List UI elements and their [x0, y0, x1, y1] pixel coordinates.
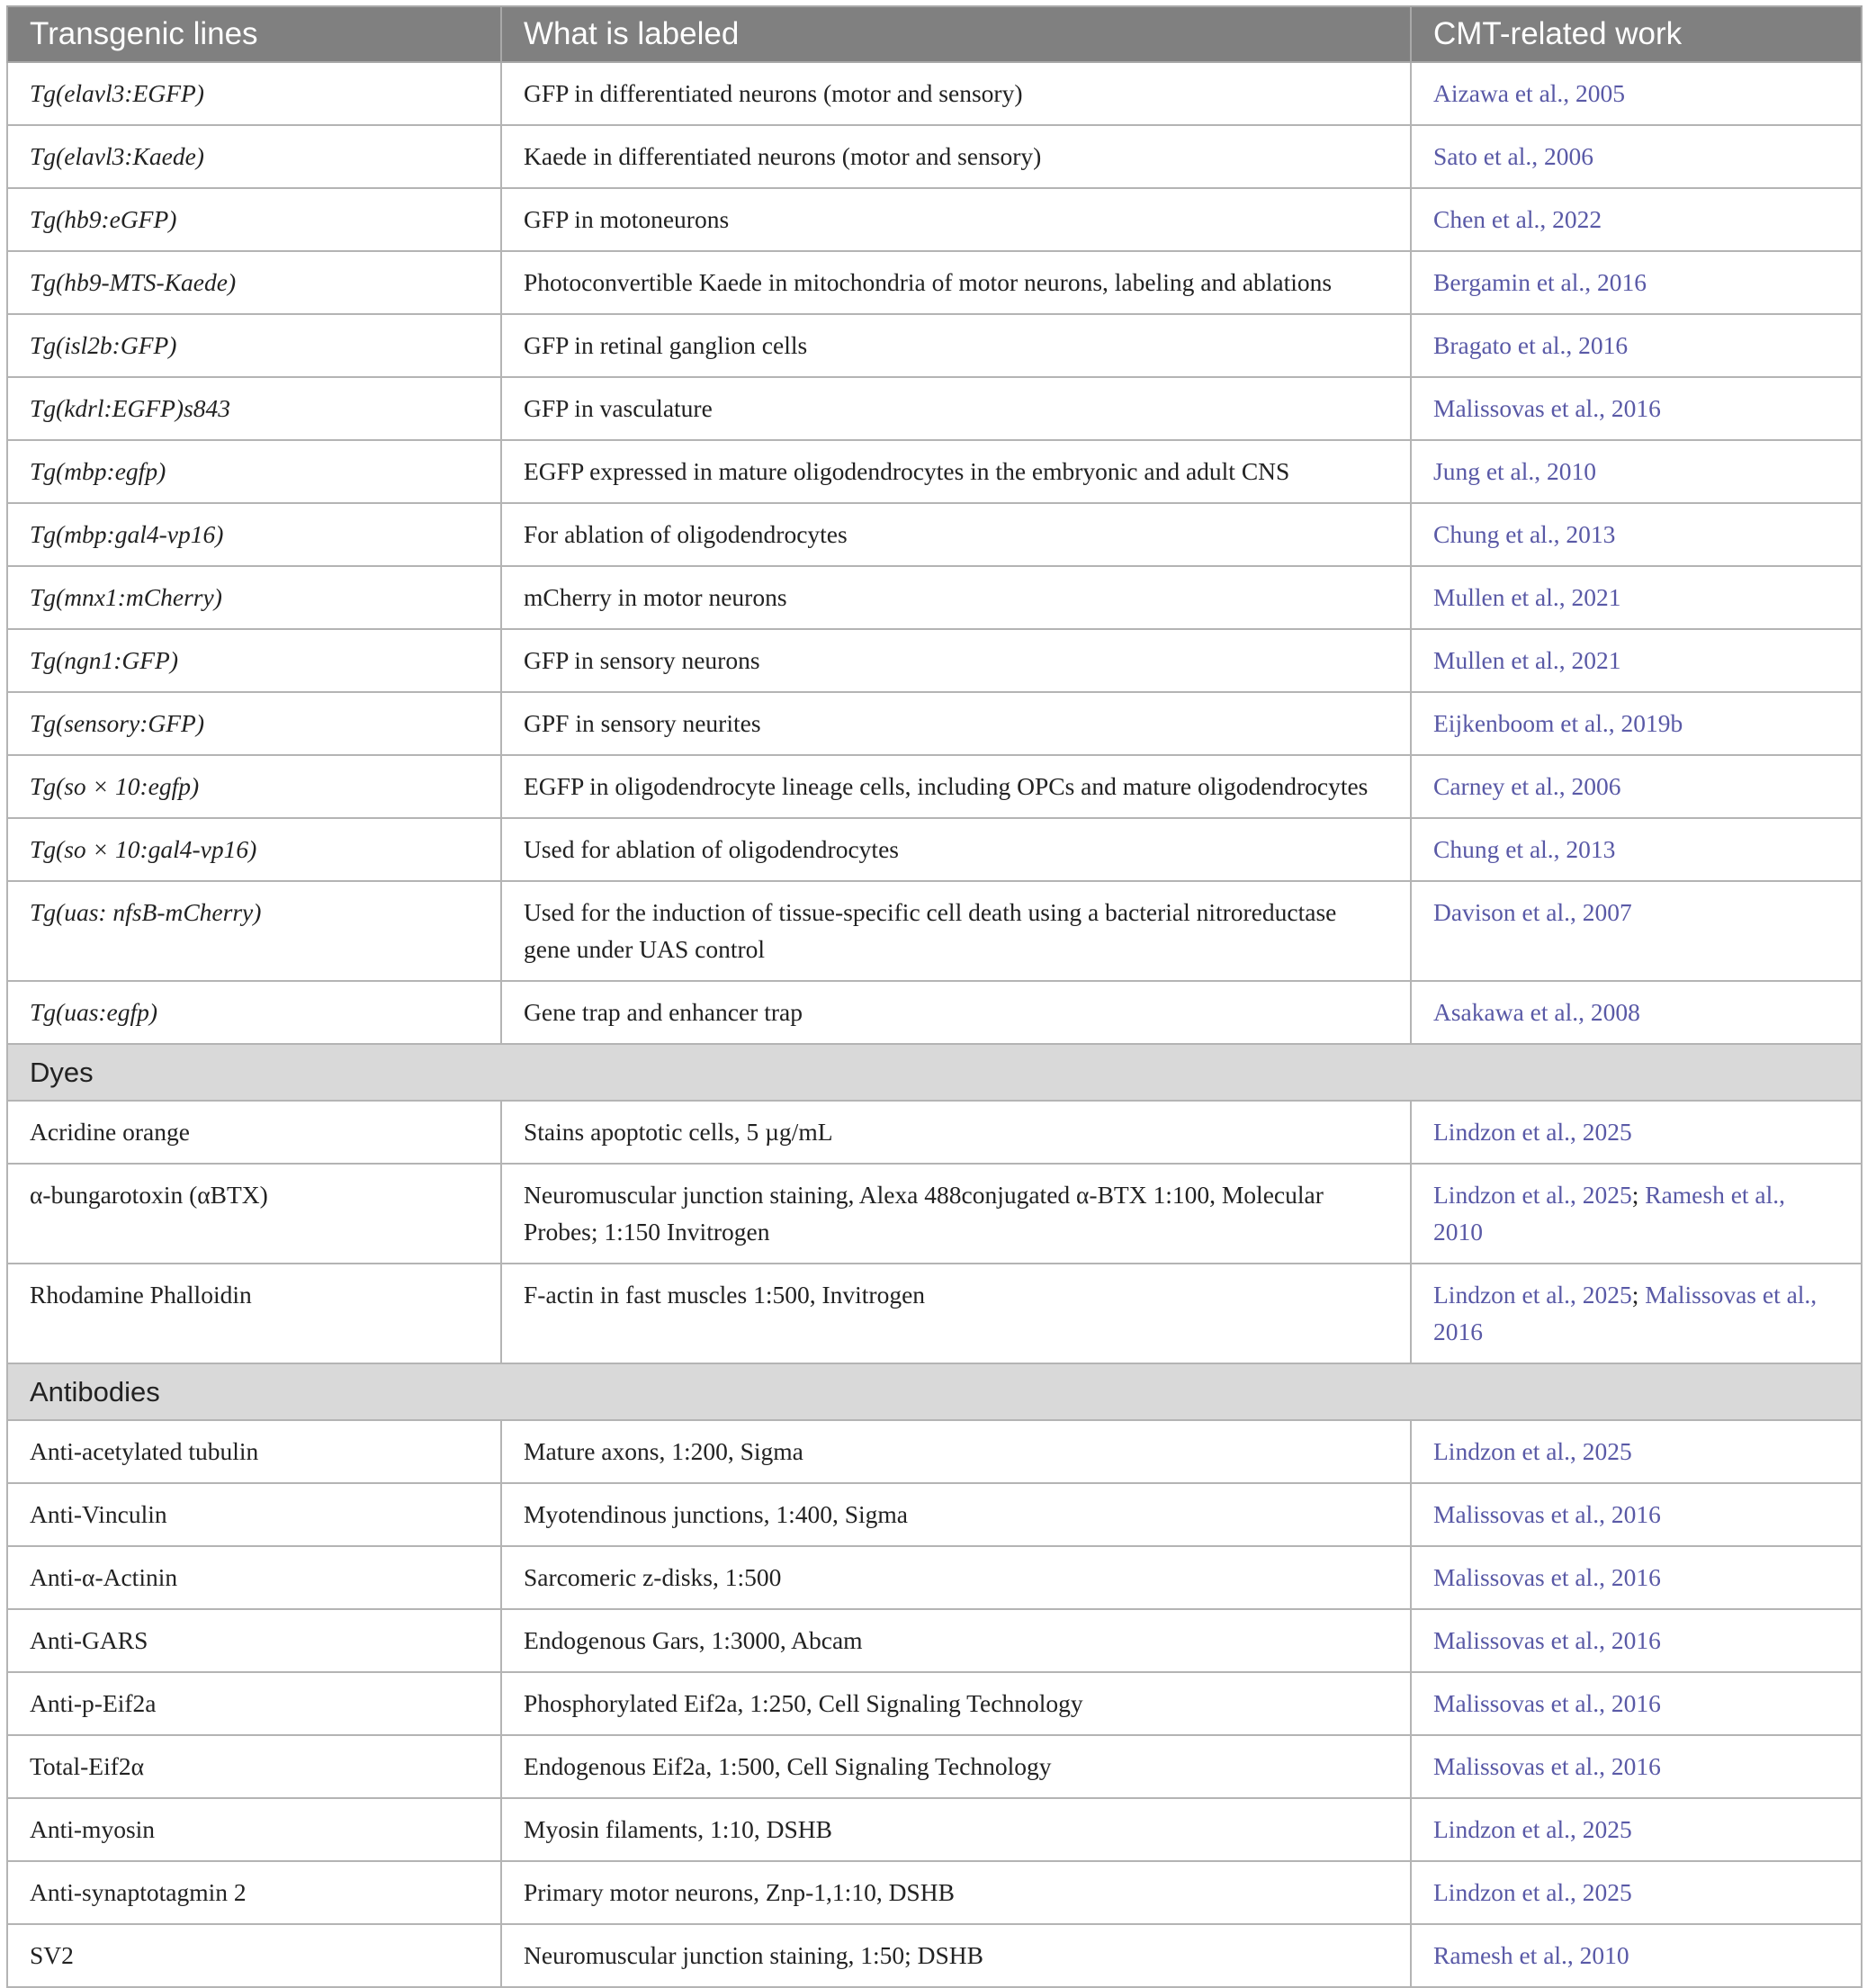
- table-row: [7, 62, 1862, 125]
- row-labeled-cell: Neuromuscular junction staining, Alexa 488conjugated α-BTX 1:100, Molecular Probes; 1:150 Invitrogen: [501, 1164, 1411, 1264]
- table-row: [7, 818, 1862, 881]
- row-refs-cell: [1411, 692, 1862, 755]
- row-name-cell: Tg(mbp:gal4-vp16): [7, 503, 501, 566]
- row-name-cell: Tg(hb9-MTS-Kaede): [7, 251, 501, 314]
- reference-link[interactable]: Sato et al., 2006: [1433, 142, 1593, 170]
- row-refs-cell: [1411, 1798, 1862, 1861]
- table-row: [7, 377, 1862, 440]
- row-labeled-cell: Myosin filaments, 1:10, DSHB: [501, 1798, 1411, 1861]
- row-refs-cell: [1411, 62, 1862, 125]
- table-row: [7, 503, 1862, 566]
- row-name-cell: Tg(uas:egfp): [7, 981, 501, 1044]
- row-labeled-cell: Endogenous Gars, 1:3000, Abcam: [501, 1609, 1411, 1672]
- table-body: [7, 62, 1862, 1987]
- reference-link[interactable]: Lindzon et al., 2025: [1433, 1437, 1632, 1465]
- row-labeled-cell: Used for the induction of tissue-specific cell death using a bacterial nitroreductase gene under UAS control: [501, 881, 1411, 981]
- table-row: [7, 1101, 1862, 1164]
- reference-link[interactable]: Lindzon et al., 2025: [1433, 1878, 1632, 1906]
- table-row: [7, 692, 1862, 755]
- reagents-table: [6, 5, 1863, 1988]
- row-name-cell: SV2: [7, 1924, 501, 1987]
- reference-link[interactable]: Chung et al., 2013: [1433, 835, 1616, 863]
- reference-link[interactable]: Ramesh et al., 2010: [1433, 1941, 1629, 1969]
- row-labeled-cell: Sarcomeric z-disks, 1:500: [501, 1546, 1411, 1609]
- reference-link[interactable]: Malissovas et al., 2016: [1433, 1626, 1661, 1654]
- reference-link[interactable]: Malissovas et al., 2016: [1433, 1689, 1661, 1717]
- table-row: [7, 188, 1862, 251]
- reference-link[interactable]: Malissovas et al., 2016: [1433, 1563, 1661, 1591]
- table-row: [7, 251, 1862, 314]
- row-refs-cell: [1411, 1609, 1862, 1672]
- row-name-cell: Tg(so × 10:egfp): [7, 755, 501, 818]
- header-cmt-related-work: CMT-related work: [1411, 6, 1862, 62]
- row-refs-cell: [1411, 881, 1862, 981]
- row-name-cell: Anti-Vinculin: [7, 1483, 501, 1546]
- row-refs-cell: [1411, 566, 1862, 629]
- row-refs-cell: [1411, 1420, 1862, 1483]
- row-name-cell: Anti-p-Eif2a: [7, 1672, 501, 1735]
- reference-link[interactable]: Chen et al., 2022: [1433, 205, 1602, 233]
- table-row: [7, 629, 1862, 692]
- reference-link[interactable]: Chung et al., 2013: [1433, 520, 1616, 548]
- row-name-cell: α-bungarotoxin (αBTX): [7, 1164, 501, 1264]
- row-name-cell: Tg(kdrl:EGFP)s843: [7, 377, 501, 440]
- row-refs-cell: [1411, 1861, 1862, 1924]
- row-refs-cell: [1411, 1164, 1862, 1264]
- row-name-cell: Tg(ngn1:GFP): [7, 629, 501, 692]
- row-labeled-cell: mCherry in motor neurons: [501, 566, 1411, 629]
- table-row: [7, 1164, 1862, 1264]
- reference-link[interactable]: Aizawa et al., 2005: [1433, 79, 1626, 107]
- table-row: [7, 1798, 1862, 1861]
- reference-link[interactable]: Asakawa et al., 2008: [1433, 998, 1640, 1026]
- row-labeled-cell: GPF in sensory neurites: [501, 692, 1411, 755]
- row-name-cell: Tg(so × 10:gal4-vp16): [7, 818, 501, 881]
- table-row: [7, 1264, 1862, 1363]
- row-name-cell: Anti-α-Actinin: [7, 1546, 501, 1609]
- row-labeled-cell: Gene trap and enhancer trap: [501, 981, 1411, 1044]
- reference-link[interactable]: Carney et al., 2006: [1433, 772, 1621, 800]
- row-refs-cell: [1411, 1672, 1862, 1735]
- reference-link[interactable]: Mullen et al., 2021: [1433, 646, 1621, 674]
- row-refs-cell: [1411, 314, 1862, 377]
- row-refs-cell: [1411, 1483, 1862, 1546]
- table-row: [7, 1420, 1862, 1483]
- table-row: [7, 1735, 1862, 1798]
- reference-link[interactable]: Lindzon et al., 2025: [1433, 1815, 1632, 1843]
- row-labeled-cell: Neuromuscular junction staining, 1:50; DSHB: [501, 1924, 1411, 1987]
- row-refs-cell: [1411, 251, 1862, 314]
- row-labeled-cell: Primary motor neurons, Znp-1,1:10, DSHB: [501, 1861, 1411, 1924]
- table-row: [7, 1609, 1862, 1672]
- row-name-cell: Tg(hb9:eGFP): [7, 188, 501, 251]
- row-labeled-cell: Endogenous Eif2a, 1:500, Cell Signaling Technology: [501, 1735, 1411, 1798]
- header-row: [7, 6, 1862, 62]
- row-refs-cell: [1411, 1546, 1862, 1609]
- reference-link[interactable]: Bergamin et al., 2016: [1433, 268, 1647, 296]
- antibodies-section-row: [7, 1363, 1862, 1420]
- row-labeled-cell: F-actin in fast muscles 1:500, Invitrogen: [501, 1264, 1411, 1363]
- reference-link[interactable]: Malissovas et al., 2016: [1433, 1752, 1661, 1780]
- row-labeled-cell: GFP in retinal ganglion cells: [501, 314, 1411, 377]
- row-name-cell: Total-Eif2α: [7, 1735, 501, 1798]
- row-name-cell: Tg(mbp:egfp): [7, 440, 501, 503]
- row-labeled-cell: Mature axons, 1:200, Sigma: [501, 1420, 1411, 1483]
- row-refs-cell: [1411, 981, 1862, 1044]
- row-name-cell: Tg(isl2b:GFP): [7, 314, 501, 377]
- table-row: [7, 1924, 1862, 1987]
- reference-link[interactable]: Lindzon et al., 2025: [1433, 1118, 1632, 1146]
- row-refs-cell: [1411, 755, 1862, 818]
- row-name-cell: Tg(uas: nfsB-mCherry): [7, 881, 501, 981]
- row-labeled-cell: Used for ablation of oligodendrocytes: [501, 818, 1411, 881]
- row-refs-cell: [1411, 1101, 1862, 1164]
- reference-link[interactable]: Eijkenboom et al., 2019b: [1433, 709, 1683, 737]
- reference-link[interactable]: Jung et al., 2010: [1433, 457, 1597, 485]
- row-refs-cell: [1411, 377, 1862, 440]
- row-name-cell: Tg(elavl3:EGFP): [7, 62, 501, 125]
- row-refs-cell: [1411, 125, 1862, 188]
- row-refs-cell: [1411, 440, 1862, 503]
- ref-separator: ;: [1631, 1281, 1646, 1309]
- reference-link[interactable]: Davison et al., 2007: [1433, 898, 1632, 926]
- row-labeled-cell: EGFP in oligodendrocyte lineage cells, including OPCs and mature oligodendrocytes: [501, 755, 1411, 818]
- table-row: [7, 1672, 1862, 1735]
- row-refs-cell: [1411, 1924, 1862, 1987]
- row-labeled-cell: Phosphorylated Eif2a, 1:250, Cell Signaling Technology: [501, 1672, 1411, 1735]
- row-labeled-cell: For ablation of oligodendrocytes: [501, 503, 1411, 566]
- reference-link[interactable]: Malissovas et al., 2016: [1433, 1500, 1661, 1528]
- reference-link[interactable]: Lindzon et al., 2025: [1433, 1281, 1632, 1309]
- table-row: [7, 566, 1862, 629]
- reference-link[interactable]: Malissovas et al., 2016: [1433, 394, 1661, 422]
- row-labeled-cell: Photoconvertible Kaede in mitochondria of motor neurons, labeling and ablations: [501, 251, 1411, 314]
- reference-link[interactable]: Mullen et al., 2021: [1433, 583, 1621, 611]
- table-row: [7, 881, 1862, 981]
- dyes-section-title: Dyes: [7, 1044, 1862, 1101]
- row-labeled-cell: GFP in differentiated neurons (motor and sensory): [501, 62, 1411, 125]
- table-row: [7, 314, 1862, 377]
- table-row: [7, 981, 1862, 1044]
- row-refs-cell: [1411, 1735, 1862, 1798]
- row-labeled-cell: Kaede in differentiated neurons (motor and sensory): [501, 125, 1411, 188]
- row-labeled-cell: GFP in motoneurons: [501, 188, 1411, 251]
- reference-link[interactable]: Lindzon et al., 2025: [1433, 1181, 1632, 1209]
- reference-link[interactable]: Bragato et al., 2016: [1433, 331, 1629, 359]
- table-row: [7, 125, 1862, 188]
- row-refs-cell: [1411, 629, 1862, 692]
- row-refs-cell: [1411, 503, 1862, 566]
- row-labeled-cell: EGFP expressed in mature oligodendrocytes in the embryonic and adult CNS: [501, 440, 1411, 503]
- reference-link[interactable]: Malissovas et al., 2016: [1433, 1281, 1818, 1345]
- table-row: [7, 1546, 1862, 1609]
- table-row: [7, 1861, 1862, 1924]
- row-labeled-cell: Myotendinous junctions, 1:400, Sigma: [501, 1483, 1411, 1546]
- row-name-cell: Anti-acetylated tubulin: [7, 1420, 501, 1483]
- table-row: [7, 755, 1862, 818]
- table-row: [7, 1483, 1862, 1546]
- table-row: [7, 440, 1862, 503]
- reference-link[interactable]: Ramesh et al., 2010: [1433, 1181, 1786, 1246]
- row-labeled-cell: Stains apoptotic cells, 5 µg/mL: [501, 1101, 1411, 1164]
- row-refs-cell: [1411, 818, 1862, 881]
- row-name-cell: Rhodamine Phalloidin: [7, 1264, 501, 1363]
- table-header: [7, 6, 1862, 62]
- row-name-cell: Tg(mnx1:mCherry): [7, 566, 501, 629]
- row-labeled-cell: GFP in vasculature: [501, 377, 1411, 440]
- row-refs-cell: [1411, 188, 1862, 251]
- row-refs-cell: [1411, 1264, 1862, 1363]
- row-name-cell: Tg(elavl3:Kaede): [7, 125, 501, 188]
- header-transgenic-lines: Transgenic lines: [7, 6, 501, 62]
- row-name-cell: Tg(sensory:GFP): [7, 692, 501, 755]
- row-name-cell: Acridine orange: [7, 1101, 501, 1164]
- header-what-is-labeled: What is labeled: [501, 6, 1411, 62]
- row-name-cell: Anti-GARS: [7, 1609, 501, 1672]
- row-name-cell: Anti-synaptotagmin 2: [7, 1861, 501, 1924]
- row-labeled-cell: GFP in sensory neurons: [501, 629, 1411, 692]
- row-name-cell: Anti-myosin: [7, 1798, 501, 1861]
- dyes-section-row: [7, 1044, 1862, 1101]
- antibodies-section-title: Antibodies: [7, 1363, 1862, 1420]
- ref-separator: ;: [1631, 1181, 1646, 1209]
